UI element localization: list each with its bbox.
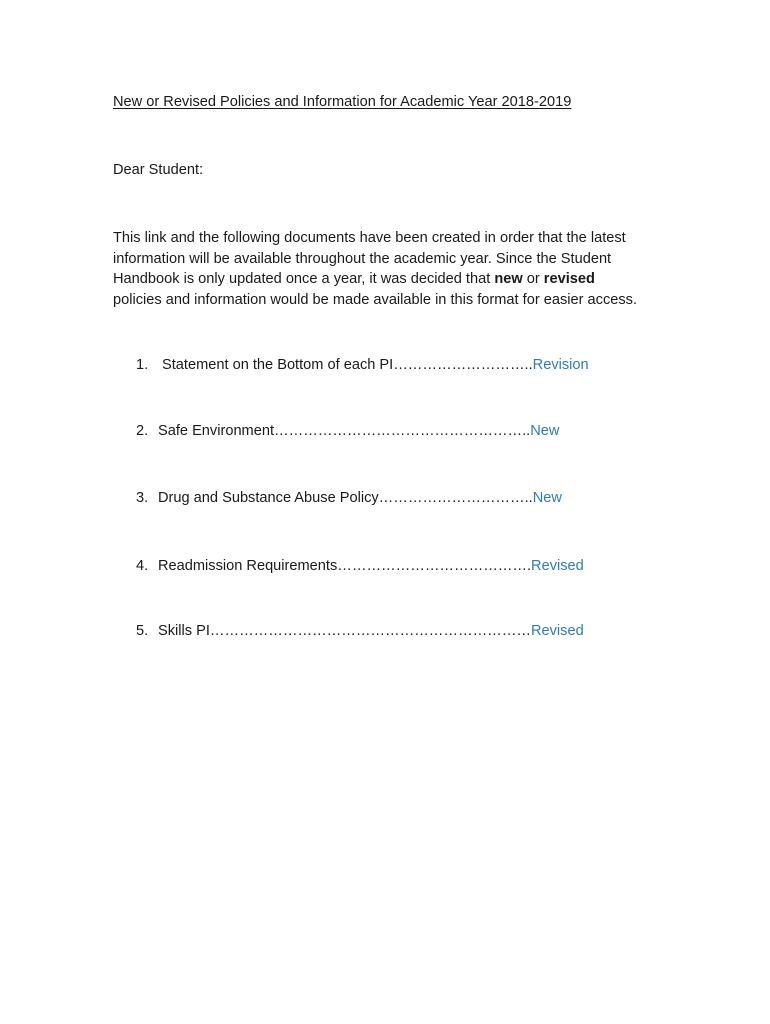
status-link-revised[interactable]: Revised [530,623,584,639]
list-item-number: 5. [136,623,149,639]
list-item-number: 2. [136,423,149,439]
document-title: New or Revised Policies and Information for Academic Year 2018-2019 [113,94,572,110]
list-item-text: Skills PI………………………………………………………… [158,623,531,639]
intro-line-3-mid: or [522,271,544,287]
list-item-number: 3. [136,490,149,506]
intro-bold-new: new [494,271,523,287]
list-item [136,357,589,373]
list-item-text: Safe Environment…………………………………………….. [158,423,531,439]
status-link-revised[interactable]: Revised [531,558,584,574]
status-link-new[interactable]: New [530,423,560,439]
list-item [136,423,559,439]
list-item [136,490,562,506]
intro-line-4: policies and information would be made available in this format for easier access. [113,291,638,308]
status-link-new[interactable]: New [532,490,562,506]
intro-line-2: information will be available throughout the academic year. Since the Student [113,250,612,267]
list-item [136,623,584,639]
list-item-text: Statement on the Bottom of each PI……………………….. [162,357,533,373]
list-item-text: Readmission Requirements…………………………………. [158,558,532,574]
list-item-number: 4. [136,558,149,574]
intro-line-3-start: Handbook is only updated once a year, it was decided that [113,271,495,287]
intro-paragraph [113,228,673,310]
list-item-number: 1. [136,357,149,373]
intro-bold-revised: revised [543,271,595,287]
list-item [136,558,584,574]
intro-line-1: This link and the following documents have been created in order that the latest [113,230,626,246]
list-item-text: Drug and Substance Abuse Policy………………………….. [158,490,533,506]
intro-line-3 [113,269,673,290]
salutation: Dear Student: [113,162,204,178]
status-link-revision[interactable]: Revision [532,357,589,373]
